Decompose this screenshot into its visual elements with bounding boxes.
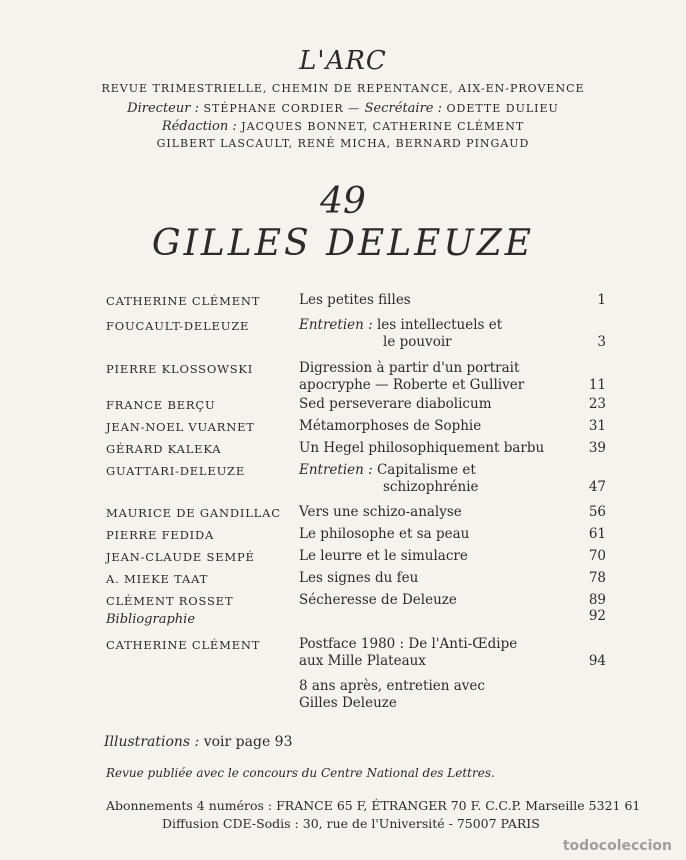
toc-article-line1 <box>299 678 554 695</box>
toc-author: A. MIEKE TAAT <box>106 572 209 586</box>
toc-page-number: 94 <box>588 653 606 669</box>
toc-article-line1 <box>299 462 554 479</box>
redaction-names-2: GILBERT LASCAULT, RENÉ MICHA, BERNARD PINGAUD <box>156 137 530 150</box>
toc-article-text: Le leurre et le simulacre <box>299 548 468 564</box>
toc-page-number: 31 <box>588 418 606 434</box>
toc-article-line2: Gilles Deleuze <box>299 695 397 711</box>
toc-article-prefix: Entretien : <box>299 462 373 478</box>
toc-article-title <box>299 636 554 670</box>
toc-article-line1 <box>299 292 554 309</box>
toc-article-line1 <box>299 440 554 457</box>
toc-article-title <box>299 292 554 309</box>
toc-article-line2: schizophrénie <box>383 479 479 495</box>
issue-number: 49 <box>320 181 366 222</box>
toc-article-title <box>299 396 554 413</box>
toc-page-number: 39 <box>588 440 606 456</box>
toc-page-number: 92 <box>588 608 606 624</box>
toc-article-title <box>299 570 554 587</box>
toc-article-prefix: Entretien : <box>299 317 373 333</box>
toc-page-number: 78 <box>588 570 606 586</box>
toc-author: JEAN-CLAUDE SEMPÉ <box>106 550 255 564</box>
directeur-label: Directeur : <box>127 101 199 116</box>
illustrations-label: Illustrations : <box>104 734 200 750</box>
toc-page-number: 1 <box>597 292 606 308</box>
toc-author: JEAN-NOEL VUARNET <box>106 420 255 434</box>
toc-article-title <box>299 678 554 712</box>
toc-article-text: les intellectuels et <box>372 317 503 333</box>
journal-title: L'ARC <box>299 46 387 76</box>
toc-article-title <box>299 440 554 457</box>
toc-article-text: Un Hegel philosophiquement barbu <box>299 440 545 456</box>
toc-author: PIERRE FEDIDA <box>106 528 215 542</box>
toc-article-line1 <box>299 418 554 435</box>
toc-page-number: 56 <box>588 504 606 520</box>
publication-notice: Revue publiée avec le concours du Centre National des Lettres. <box>106 766 495 780</box>
toc-article-text: Les signes du feu <box>299 570 419 586</box>
toc-page-number: 61 <box>588 526 606 542</box>
toc-article-line2: aux Mille Plateaux <box>299 653 426 669</box>
toc-article-text: Digression à partir d'un portrait <box>299 360 520 376</box>
toc-author: FRANCE BERÇU <box>106 398 216 412</box>
toc-page-number: 3 <box>597 334 606 350</box>
toc-article-title <box>299 548 554 565</box>
redaction-names-1: JACQUES BONNET, CATHERINE CLÉMENT <box>241 120 525 133</box>
director-line <box>0 101 686 116</box>
toc-article-line1 <box>299 636 554 653</box>
toc-article-text: Le philosophe et sa peau <box>299 526 470 542</box>
toc-article-line1 <box>299 570 554 587</box>
toc-article-line2: apocryphe — Roberte et Gulliver <box>299 377 525 393</box>
secretaire-name: ODETTE DULIEU <box>446 102 559 115</box>
toc-author: Bibliographie <box>106 612 196 627</box>
issue-title: GILLES DELEUZE <box>151 223 535 264</box>
journal-subtitle: REVUE TRIMESTRIELLE, CHEMIN DE REPENTANCE, AIX-EN-PROVENCE <box>101 82 585 95</box>
toc-article-line1 <box>299 548 554 565</box>
toc-author: FOUCAULT-DELEUZE <box>106 319 250 333</box>
diffusion-line: Diffusion CDE-Sodis : 30, rue de l'Université - 75007 PARIS <box>162 816 540 831</box>
toc-author: CATHERINE CLÉMENT <box>106 638 261 652</box>
subscriptions-line: Abonnements 4 numéros : FRANCE 65 F, ÉTRANGER 70 F. C.C.P. Marseille 5321 61 <box>106 798 641 813</box>
toc-article-text: Vers une schizo-analyse <box>299 504 462 520</box>
directeur-name: STÉPHANE CORDIER — <box>203 102 361 115</box>
toc-article-line1 <box>299 526 554 543</box>
toc-author: PIERRE KLOSSOWSKI <box>106 362 254 376</box>
secretaire-label: Secrétaire : <box>364 101 442 116</box>
toc-article-text: Postface 1980 : De l'Anti-Œdipe <box>299 636 518 652</box>
toc-page-number: 47 <box>588 479 606 495</box>
toc-article-line1 <box>299 396 554 413</box>
toc-author: CLÉMENT ROSSET <box>106 594 234 608</box>
illustrations-text: voir page 93 <box>199 734 293 750</box>
toc-article-text: Métamorphoses de Sophie <box>299 418 482 434</box>
issue-header <box>0 182 686 266</box>
toc-article-title <box>299 317 554 351</box>
redaction-line <box>0 119 686 134</box>
toc-article-title <box>299 462 554 496</box>
toc-page-number: 89 <box>588 592 606 608</box>
toc-article-line1 <box>299 504 554 521</box>
illustrations-note <box>104 734 293 750</box>
toc-page-number: 23 <box>588 396 606 412</box>
toc-author: GÉRARD KALEKA <box>106 442 222 456</box>
toc-article-line1 <box>299 592 554 609</box>
toc-article-title <box>299 504 554 521</box>
toc-article-title <box>299 592 554 609</box>
toc-article-title <box>299 418 554 435</box>
toc-page-number: 70 <box>588 548 606 564</box>
toc-article-text: Sed perseverare diabolicum <box>299 396 492 412</box>
watermark-logo: todocoleccion <box>562 838 672 854</box>
toc-article-text: Capitalisme et <box>372 462 476 478</box>
toc-author: MAURICE DE GANDILLAC <box>106 506 281 520</box>
masthead <box>0 46 686 150</box>
toc-article-text: Les petites filles <box>299 292 411 308</box>
redaction-label: Rédaction : <box>161 119 237 134</box>
toc-article-line1 <box>299 360 554 377</box>
toc-article-title <box>299 360 554 394</box>
toc-article-text: 8 ans après, entretien avec <box>299 678 485 694</box>
toc-article-line2: le pouvoir <box>383 334 452 350</box>
toc-article-text: Sécheresse de Deleuze <box>299 592 457 608</box>
toc-article-line1 <box>299 317 554 334</box>
toc-author: GUATTARI-DELEUZE <box>106 464 246 478</box>
toc-author: CATHERINE CLÉMENT <box>106 294 261 308</box>
toc-page-number: 11 <box>588 377 606 393</box>
toc-article-title <box>299 526 554 543</box>
